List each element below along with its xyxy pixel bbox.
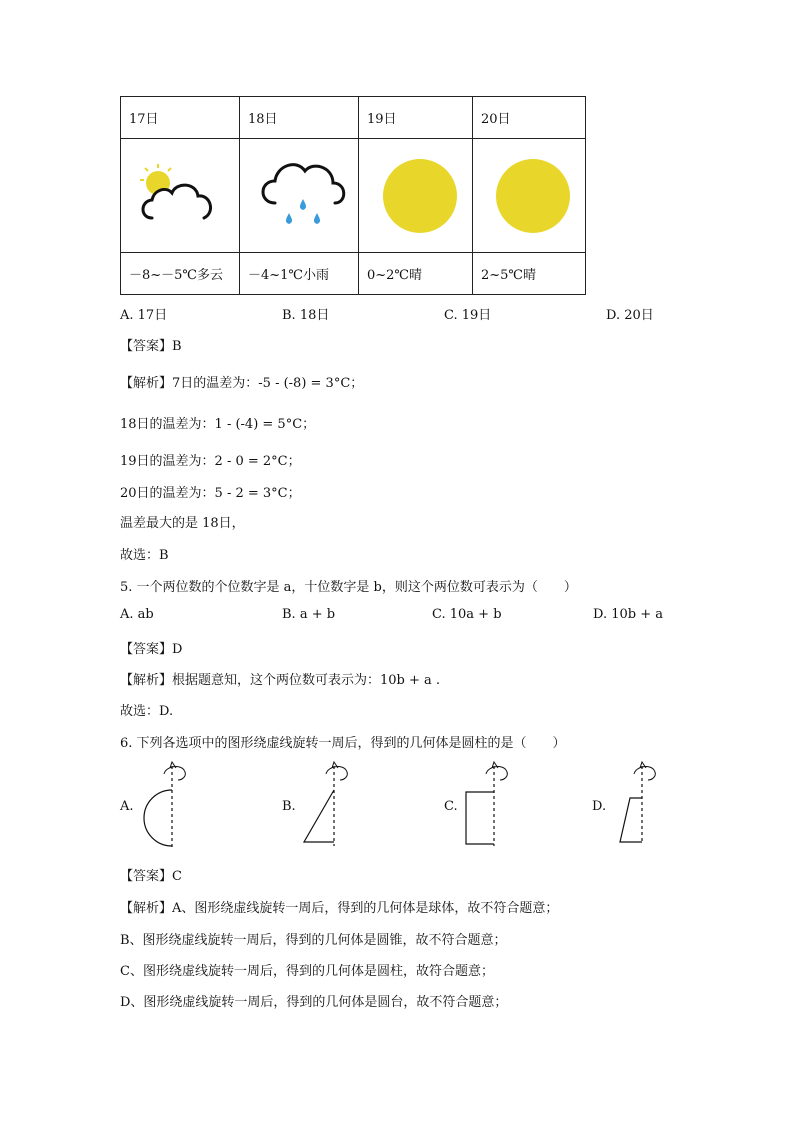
- q4-analysis-line: 【解析】7日的温差为：-5 - (-8) = 3°C；: [120, 376, 364, 391]
- icon-cell: [240, 139, 359, 253]
- option-d: D. 20日: [606, 308, 654, 323]
- option-d: D. 10b + a: [593, 607, 663, 622]
- q4-analysis-line: 故选：B: [120, 548, 169, 563]
- option-b: B. a + b: [282, 607, 336, 622]
- q6-analysis-line: C、图形绕虚线旋转一周后，得到的几何体是圆柱，故符合题意；: [120, 964, 494, 979]
- sun-icon: [493, 156, 573, 236]
- q6-answer: 【答案】C: [120, 869, 182, 884]
- day-cell: 20日: [473, 97, 586, 139]
- q5-analysis-line: 【解析】根据题意知，这个两位数可表示为：10b + a .: [120, 673, 441, 688]
- option-b: B. 18日: [282, 308, 330, 323]
- option-d-label: D.: [592, 799, 607, 814]
- q6-analysis-line: 【解析】A、图形绕虚线旋转一周后，得到的几何体是球体，故不符合题意；: [120, 901, 559, 916]
- icon-cell: [473, 139, 586, 253]
- triangle-figure: [300, 760, 360, 850]
- icon-cell: [359, 139, 473, 253]
- trapezoid-figure: [608, 760, 668, 850]
- day-cell: 17日: [121, 97, 240, 139]
- partly-cloudy-icon: [134, 156, 234, 236]
- q6-analysis-line: B、图形绕虚线旋转一周后，得到的几何体是圆锥，故不符合题意；: [120, 933, 507, 948]
- q6-analysis-line: D、图形绕虚线旋转一周后，得到的几何体是圆台，故不符合题意；: [120, 995, 508, 1010]
- q4-analysis-line: 20日的温差为：5 - 2 = 3°C；: [120, 486, 301, 501]
- q4-answer: 【答案】B: [120, 339, 182, 354]
- option-c-label: C.: [444, 799, 458, 814]
- icon-cell: [121, 139, 240, 253]
- option-b-label: B.: [282, 799, 296, 814]
- option-a: A. 17日: [120, 308, 168, 323]
- q5-question: 5. 一个两位数的个位数字是 a，十位数字是 b，则这个两位数可表示为（ ）: [120, 580, 577, 595]
- temp-cell: －4~1℃小雨: [240, 253, 359, 295]
- q5-analysis-line: 故选：D.: [120, 704, 174, 719]
- rain-cloud-icon: [253, 153, 353, 239]
- q6-question: 6. 下列各选项中的图形绕虚线旋转一周后，得到的几何体是圆柱的是（ ）: [120, 736, 566, 751]
- option-c: C. 10a + b: [432, 607, 502, 622]
- temp-cell: 2~5℃晴: [473, 253, 586, 295]
- option-c: C. 19日: [444, 308, 492, 323]
- day-cell: 19日: [359, 97, 473, 139]
- q4-analysis-line: 18日的温差为：1 - (-4) = 5°C；: [120, 417, 316, 432]
- temp-cell: 0~2℃晴: [359, 253, 473, 295]
- option-a-label: A.: [120, 799, 134, 814]
- semicircle-figure: [138, 760, 198, 850]
- sun-icon: [380, 156, 460, 236]
- weather-table: [120, 96, 586, 295]
- q5-answer: 【答案】D: [120, 642, 183, 657]
- day-cell: 18日: [240, 97, 359, 139]
- q4-analysis-line: 19日的温差为：2 - 0 = 2°C；: [120, 454, 301, 469]
- option-a: A. ab: [120, 607, 154, 622]
- temp-cell: －8~－5℃多云: [121, 253, 240, 295]
- rectangle-figure: [460, 760, 520, 850]
- q4-analysis-line: 温差最大的是 18日，: [120, 516, 245, 531]
